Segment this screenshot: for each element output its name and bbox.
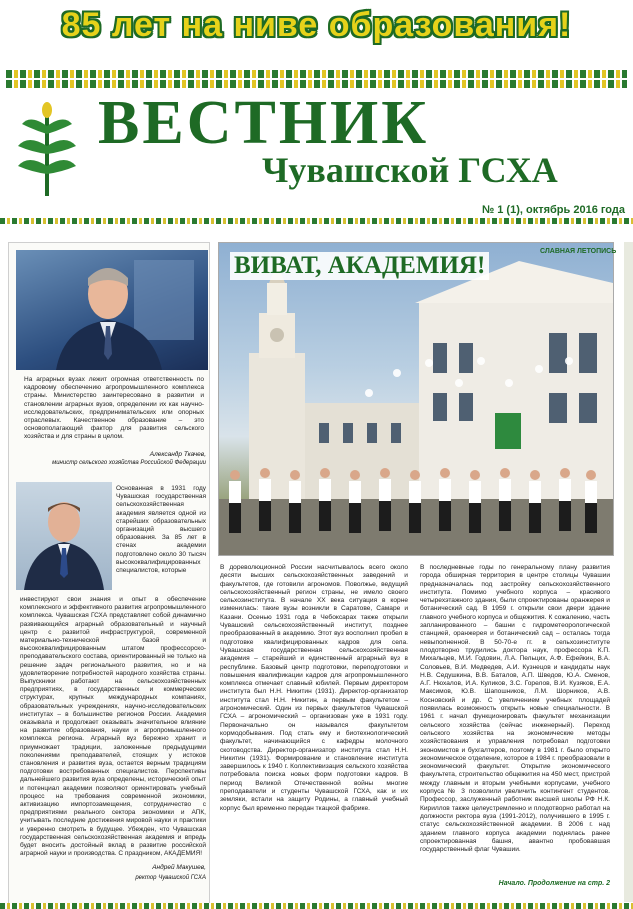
top-ornament [6, 70, 627, 78]
article-column-1: В дореволюционной России насчитывалось всего около десяти высших сельскохозяйственных заведений и факультетов, где готовили агрономов. Поволжье, ведущий сельскохозяйственный регион страны, не имело своего сельхозинститута. В начале XX века ситуация в корне изменилась: такие вузы возникли в Саратове, Самаре и Казани. Осенью 1931 года в Чебоксарах также открыли Чувашский сельскохозяйственный институт, позднее преобразованный в академию. Этот вуз восполнил пробел в подготовке квалифицированных кадров для села. Чувашская государственная сельскохозяйственная академия – старейший и единственный аграрный вуз в республике. Базовый центр подготовки, переподготовки и повышения квалификации кадров для агропромышленного комплекса отмечает славный юбилей. Первым директором института был Н.Н. Никитин (1931). Директор-организатор института стал Н.Н. Никитин, а первым факультетом – агрономический. Один из первых факультетов Чувашской ГСХА – агрономический – организован уже в 1931 году. Первоначально он назывался факультетом кормодобывания. Под стать ему и биотехнологический факультет, начинающийся с кафедры молочного скотоводства. Директор-организатор института стал Н.Н. Никитин (1931). Формирование и становление института завершилось к 1940 г. Коллективизация сельского хозяйства потребовала поиска новых форм подготовки кадров. В период Великой Отечественной войны многие преподаватели и студенты Чувашской ГСХА, как и их земляки, встали на защиту Родины, а главный учебный корпус был временно передан ткацкой фабрике. [220, 564, 408, 812]
anniversary-banner-title: 85 лет на ниве образования! [61, 6, 572, 44]
rector-address-text: инвестируют свои знания и опыт в обеспечение комплексного и эффективного развития агропромышленного комплекса. Чувашская ГСХА представляет собой динамично развивающийся аграрный образовательный и научный центр с развитой инфраструктурой, современной материально-технической базой и высококвалифицированным штатом профессорско-преподавательского состава, ориентированный не только на решение задач регионального развития, но и на удовлетворение потребностей народного хозяйства страны. Выпускники работают на сельскохозяйственных предприятиях, в государственных и коммерческих структурах, крупных международных компаниях, образовательных учреждениях, научно-исследовательских институтах – в большинстве регионов России. Академия оказывала и продолжает оказывать значительное влияние на развитие образования, науки и агропромышленного комплекса региона. Аграрный вуз бережно хранит и приумножает традиции, заложенные предыдущими поколениями преподавателей, стоящих у истоков становления и развития вуза, остается верным традициям подготовки востребованных специалистов. Перспективы дальнейшего развития вуза определены, исторический опыт и потенциал академии позволяют ориентировать учебный процесс на требования современной экономики, активизацию импортозамещения, сотрудничество с предприятиями реального сектора экономики и АПК, учитывать последние достижения мировой науки и практики и уверенно смотреть в будущее. Убежден, что Чувашская государственная сельскохозяйственная академия и впредь будет вносить достойный вклад в развитие российской аграрной науки и производства. С праздником, АКАДЕМИЯ! [20, 596, 206, 858]
top-ornament-2 [6, 80, 627, 88]
article-column-2: В последневные годы по генеральному плану развития города обширная территория в центре столицы Чувашии предназначалась под застройку сельскохозяйственного института. Помимо учебного корпуса – красивого четырехэтажного здания, были спроектированы оранжерея и ботанический сад. В 1959 г. открыли свои двери здание главного учебного корпуса и общежития. К сожалению, часть запланированного – башни с гидрометеорологической станцией, оранжерея и ботанический сад – осталась тогда невыполненной. В 50-70-е гг. в сельхозинституте плодотворно трудились доктора наук, профессора К.П. Михальцев, М.И. Годовин, Л.А. Пельцих, А.Ф. Ефейкин, В.А. Соловьев, В.И. Медведев, А.И. Кузнецов и кандидаты наук Н.В. Седушкина, В.В. Баталов, А.П. Шведов, Ю.А. Сменов, А.Г. Нюхалов, И.А. Куликов, З.С. Горелов, В.И. Кузяков, Е.А. Максимов, Ю.В. Шапошников, Л.М. Шорников, А.В. Косновский и др. С увеличением учебных площадей появилась возможность открыть новые специальности. В 1961 г. начал функционировать факультет механизации сельского хозяйства (сейчас инженерный). Переход сельского хозяйства на экономические методы хозяйствования и управления потребовал подготовки экономистов и бухгалтеров, поэтому в 1981 г. было открыто экономическое отделение, которое в 1984 г. преобразовали в экономический факультет. Открытие экономического факультета, строительство общежития на 450 мест, пристрой между главным и вторым учебными корпусами, учебного корпуса № 3 позволили увеличить контингент студентов. Профессор, заслуженный работник высшей школы РФ Н.К. Кириллов также целеустремленно и плодотворно работал на должности ректора вуза (1991-2012), получившего в 1995 г. статус сельскохозяйственной академии. В 2006 г. над зданием главного корпуса академии поднялась ранее спроектированная башня, авантно пробовавшая государственный флаг Чувашии. [420, 564, 610, 854]
minister-signature-role: министр сельского хозяйства Российской Федерации [52, 460, 206, 466]
masthead-subtitle: Чувашской ГСХА [262, 150, 558, 190]
masthead-title: ВЕСТНИК [98, 89, 430, 157]
minister-quote: На аграрных вузах лежит огромная ответственность по кадровому обеспечению агропромышленного комплекса страны. Министерство заинтересовано в развитии и становлении аграрных вузов, определении их как научно-исследовательских, предпринимательских или опорных отраслевых. Качественное образование – это основополагающий фактор для развития сельского хозяйства и для страны в целом. [24, 376, 204, 441]
headline: ВИВАТ, АКАДЕМИЯ! [230, 252, 489, 280]
wheat-logo-icon [12, 96, 82, 206]
issue-number: № 1 (1), октябрь 2016 года [481, 204, 625, 216]
minister-signature-name: Александр Ткачев, [149, 451, 206, 458]
academy-building-photo [218, 242, 617, 556]
rector-intro-text: Основанная в 1931 году Чувашская государственная сельскохозяйственная академия является одной из старейших образовательных организаций высшего образования. За 85 лет в стенах академии подготовлено около 30 тысяч высококвалифицированных специалистов, которые [116, 485, 206, 575]
rector-photo [16, 482, 112, 590]
section-tag: СЛАВНАЯ ЛЕТОПИСЬ [540, 248, 617, 255]
right-margin [624, 242, 633, 902]
masthead-ornament [0, 218, 633, 224]
rector-signature-name: Андрей Макушев, [152, 864, 206, 871]
continued-note: Начало. Продолжение на стр. 2 [498, 880, 610, 887]
rector-signature-role: ректор Чувашской ГСХА [135, 875, 206, 881]
minister-photo [16, 250, 208, 370]
bottom-ornament [0, 903, 633, 909]
